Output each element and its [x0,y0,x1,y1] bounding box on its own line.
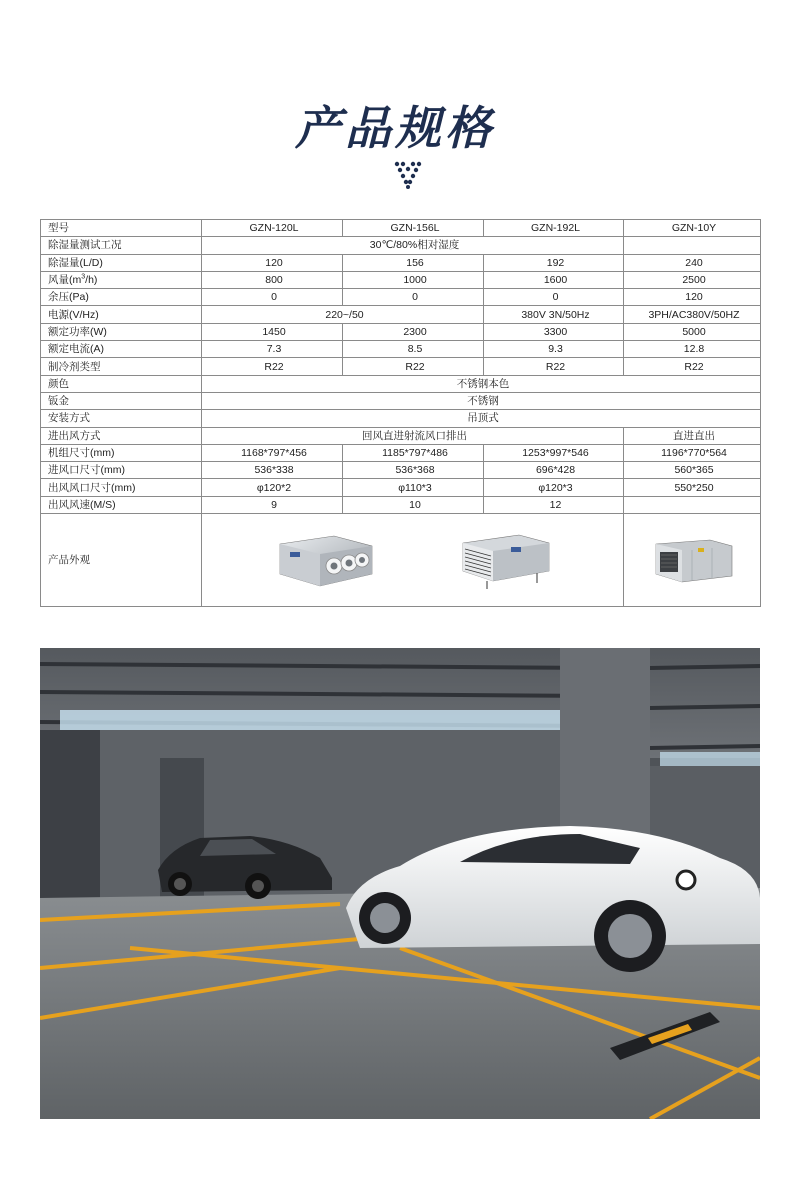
table-cell: 2500 [624,271,761,288]
table-row [41,254,761,271]
table-row [41,392,761,409]
spec-table [40,219,761,607]
row-label-suffix: /h) [85,274,98,287]
table-cell: R22 [202,358,343,375]
cabinet-unit-icon [652,536,736,584]
table-cell: 220~/50 [202,306,484,323]
row-label: 电源(V/Hz) [41,306,202,323]
table-cell: 直进直出 [624,427,761,444]
header-cell: GZN-156L [343,220,484,237]
row-label: 制冷剂类型 [41,358,202,375]
row-label: 额定功率(W) [41,323,202,340]
table-cell: φ120*2 [202,479,343,496]
table-row [41,271,761,288]
table-cell: φ110*3 [343,479,484,496]
table-cell: 800 [202,271,343,288]
table-cell: 12.8 [624,341,761,358]
duct-unit-icon [457,527,553,593]
table-cell: 3300 [484,323,624,340]
table-cell: R22 [343,358,484,375]
row-label-sup: 3 [81,273,86,281]
table-cell: 0 [484,289,624,306]
appearance-image-cell [624,514,761,607]
table-header-row [41,220,761,237]
row-label: 进风口尺寸(mm) [41,462,202,479]
table-cell: 550*250 [624,479,761,496]
table-row [41,479,761,496]
table-cell: 2300 [343,323,484,340]
table-row [41,375,761,392]
table-cell: φ120*3 [484,479,624,496]
table-cell: 536*338 [202,462,343,479]
table-cell: 9.3 [484,341,624,358]
page-title: 产品规格 [295,101,495,155]
row-label: 颜色 [41,375,202,392]
appearance-images [202,514,624,607]
header-model: 型号 [41,220,202,237]
table-cell: 10 [343,496,484,513]
table-cell: 1196*770*564 [624,444,761,461]
table-cell: 536*368 [343,462,484,479]
table-cell: 156 [343,254,484,271]
table-cell: 8.5 [343,341,484,358]
table-row [41,237,761,254]
table-row [41,341,761,358]
table-cell: R22 [484,358,624,375]
header-cell: GZN-120L [202,220,343,237]
table-cell: 380V 3N/50Hz [484,306,624,323]
row-label: 安装方式 [41,410,202,427]
table-row [41,323,761,340]
row-label: 余压(Pa) [41,289,202,306]
row-label: 除湿量测试工况 [41,237,202,254]
header-cell: GZN-10Y [624,220,761,237]
table-cell: 12 [484,496,624,513]
table-cell: R22 [624,358,761,375]
table-cell: 吊顶式 [202,410,761,427]
table-row [41,427,761,444]
row-label: 机组尺寸(mm) [41,444,202,461]
table-cell: 1000 [343,271,484,288]
row-label [41,271,202,288]
table-cell: 30℃/80%相对湿度 [202,237,624,254]
table-cell: 1450 [202,323,343,340]
table-row [41,306,761,323]
table-cell: 1253*997*546 [484,444,624,461]
row-label-prefix: 风量(m [48,274,82,287]
garage-scene-image [40,648,760,1119]
row-label: 额定电流(A) [41,341,202,358]
table-cell: 3PH/AC380V/50HZ [624,306,761,323]
table-cell: 9 [202,496,343,513]
table-cell: 回风直进射流风口排出 [202,427,624,444]
table-cell: 696*428 [484,462,624,479]
table-cell: 120 [624,289,761,306]
table-row [41,496,761,513]
table-cell [624,496,761,513]
header-cell: GZN-192L [484,220,624,237]
table-cell: 0 [202,289,343,306]
row-label: 钣金 [41,392,202,409]
table-row [41,358,761,375]
jet-unit-icon [276,530,376,590]
table-cell: 0 [343,289,484,306]
row-label: 产品外观 [41,514,202,607]
table-cell: 120 [202,254,343,271]
table-cell: 不锈钢本色 [202,375,761,392]
table-cell: 240 [624,254,761,271]
table-cell: 1185*797*486 [343,444,484,461]
table-cell: 192 [484,254,624,271]
table-cell: 1600 [484,271,624,288]
table-row-appearance [41,514,761,607]
table-row [41,289,761,306]
table-cell [624,237,761,254]
table-cell: 5000 [624,323,761,340]
table-row [41,462,761,479]
table-row [41,444,761,461]
table-cell: 560*365 [624,462,761,479]
row-label: 出风风口尺寸(mm) [41,479,202,496]
table-row [41,410,761,427]
brand-logo-icon [394,160,422,190]
row-label: 进出风方式 [41,427,202,444]
row-label: 除湿量(L/D) [41,254,202,271]
row-label: 出风风速(M/S) [41,496,202,513]
table-cell: 7.3 [202,341,343,358]
table-cell: 不锈钢 [202,392,761,409]
table-cell: 1168*797*456 [202,444,343,461]
